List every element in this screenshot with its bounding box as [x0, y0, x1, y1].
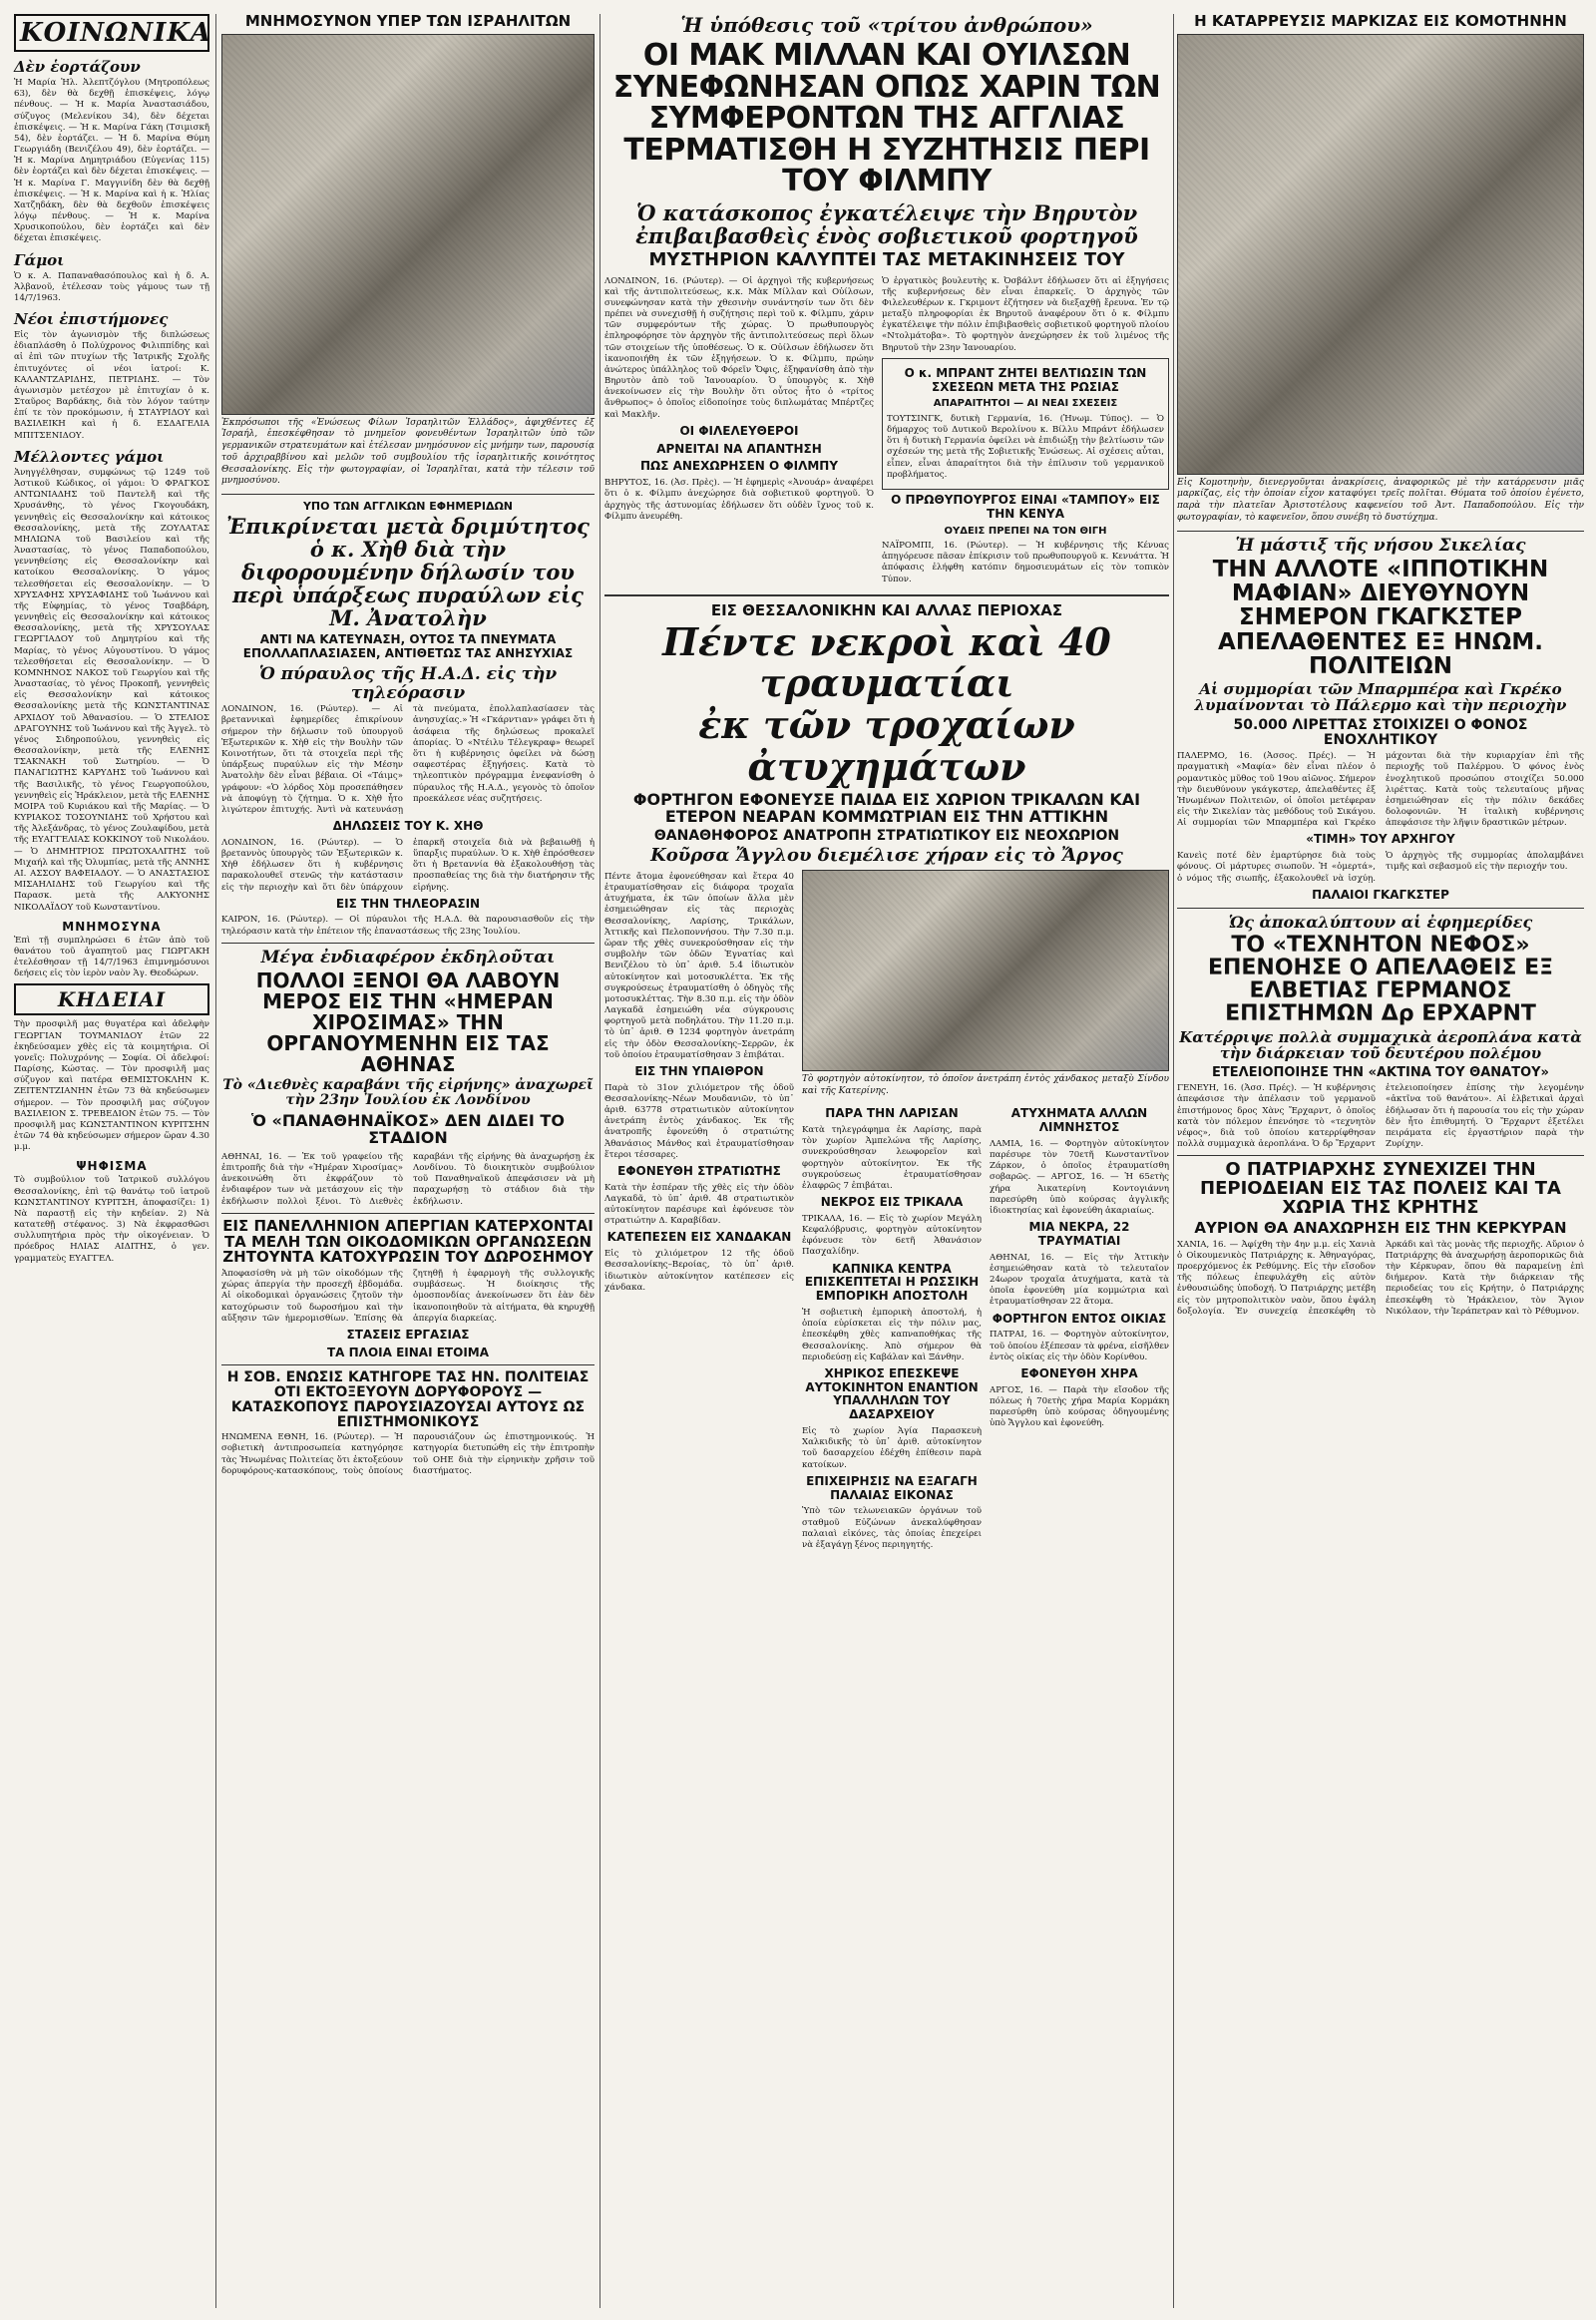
- column-two: [221, 14, 595, 1481]
- article-text: ΤΟΥΤΣΙΝΓΚ, δυτικὴ Γερμανία, 16. (Ἡνωμ. Τύπος). — Ὁ δήμαρχος τοῦ Δυτικοῦ Βερολίνου κ. Βίλλυ Μπράντ ἐδήλωσεν ὅτι ἡ δυτικὴ Γερμανία ὀφείλει νὰ ἐπιδιώξῃ τὴν βελτίωσιν τῶν σχέσεών της μετὰ τῆς Σοβιετικῆς Ἑνώσεως. Αἱ σχέσεις αὗται, εἶπεν, εἶναι ἀπαραίτητοι διὰ τὴν ἐπίλυσιν τοῦ γερμανικοῦ προβλήματος.: [887, 413, 1164, 480]
- photo-caption: Τὸ φορτηγὸν αὐτοκίνητον, τὸ ὁποῖον ἀνετράπη ἐντὸς χάνδακος μεταξὺ Σίνδου καὶ τῆς Κατερίνης.: [802, 1073, 1169, 1096]
- article-text: Εἰς τὸν ἀγωνισμὸν τῆς διπλώσεως ἐδιαπλάσθη ὁ Πολύχρονος Φιλιππίδης καὶ αἱ ἐπὶ τῶν πτυχίων τῆς Ἰατρικῆς Σχολῆς ἐπιτυχόντες οἱ νέοι ἰατροί: Κ. ΚΑΛΑΝΤΖΑΡΙΔΗΣ, ΠΕΤΡΙΔΗΣ. — Τὸν ἀγωνισμὸν μετέσχον μὲ ἐπιτυχίαν ὁ κ. Σταῦρος Βαρδάκης, διὰ τὸν λόγον ταύτην ἐπί τε τὸν προκόμωσιν, ἡ ΣΤΑΥΡΙΔΟΥ καὶ ΒΑΣΙΛΕΙΚΗ καὶ ἡ δ. ΕΣΔΑΓΕΛΙΑ ΜΠΙΤΣΕΝΙΔΟΥ.: [14, 330, 209, 441]
- funerals-title: ΚΗΔΕΙΑΙ: [14, 983, 209, 1015]
- headline: ΤΗΝ ΑΛΛΟΤΕ «ΙΠΠΟΤΙΚΗΝ ΜΑΦΙΑΝ» ΔΙΕΥΘΥΝΟΥΝ ΣΗΜΕΡΟΝ ΓΚΑΓΚΣΤΕΡ ΑΠΕΛΑΘΕΝΤΕΣ ΕΞ ΗΝΩΜ. ΠΟΛΙΤΕΙΩΝ: [1212, 557, 1549, 679]
- article-column: [802, 870, 1169, 1555]
- headline: Ὁ κατάσκοπος ἐγκατέλειψε τὴν Βηρυτὸν ἐπιβαιβασθεὶς ἑνὸς σοβιετικοῦ φορτηγοῦ: [635, 199, 1138, 248]
- kicker: ΕΙΣ ΤΗΝ ΥΠΑΙΘΡΟΝ: [634, 1063, 764, 1078]
- section-heading: Νέοι ἐπιστήμονες: [14, 310, 169, 329]
- truck-photo: [802, 870, 1169, 1071]
- kicker: ΤΑ ΠΛΟΙΑ ΕΙΝΑΙ ΕΤΟΙΜΑ: [326, 1345, 490, 1359]
- article-column: [990, 1103, 1169, 1555]
- kicker: Ἡ μάστιξ τῆς νήσου Σικελίας: [1235, 535, 1526, 556]
- sidebox-subheadline: ΑΠΑΡΑΙΤΗΤΟΙ — ΑΙ ΝΕΑΙ ΣΧΕΣΕΙΣ: [933, 398, 1118, 410]
- komotini-photo: [1177, 34, 1584, 475]
- article-text: ΛΟΝΔΙΝΟΝ, 16. (Ρώυτερ). — Ὁ βρεταννὸς ὑπουργὸς τῶν Ἐξωτερικῶν κ. Χὴθ ἐδήλωσεν ὅτι ἡ κυβέρνησις παρακολουθεῖ στενῶς τὴν κατάστασιν εἰς τὴν περιοχὴν καὶ ὅτι δὲν ὑπάρχουν ἐπαρκῆ στοιχεῖα διὰ νὰ βεβαιωθῇ ἡ ὕπαρξις πυραύλων. Ὁ κ. Χὴθ ἐπρόσθεσεν ὅτι ἡ Βρεταννία θὰ ἐξακολουθήσῃ τὰς προσπαθείας της διὰ τὴν διατήρησιν τῆς εἰρήνης.: [221, 837, 595, 893]
- divider: [221, 943, 595, 944]
- divider: [221, 494, 595, 495]
- kicker: Μέγα ἐνδιαφέρον ἐκδηλοῦται: [260, 947, 556, 967]
- headline: ΧΗΡΙΚΟΣ ΕΠΕΣΚΕΨΕ ΑΥΤΟΚΙΝΗΤΟΝ ΕΝΑΝΤΙΟΝ ΥΠΑΛΛΗΛΩΝ ΤΟΥ ΔΑΣΑΡΧΕΙΟΥ: [805, 1365, 979, 1422]
- article-column: [604, 870, 794, 1555]
- article-text: Ὁ κ. Α. Παπαναθασόπουλος καὶ ἡ δ. Α. Ἀλβανοῦ, ἐτέλεσαν τοὺς γάμους των τῇ 14/7/1963.: [14, 270, 209, 303]
- article-text: ΒΗΡΥΤΟΣ, 16. (Ἀσ. Πρὲς). — Ἡ ἐφημερὶς «Ἀνουάρ» ἀναφέρει ὅτι ὁ κ. Φίλμπυ ἀνεχώρησε διὰ σοβιετικοῦ φορτηγοῦ. Ὁ ἀρχηγὸς τῆς ἀστυνομίας ἐδήλωσεν ὅτι οὐδὲν ἴχνος τοῦ κ. Φίλμπυ ἀνευρέθη.: [604, 478, 874, 522]
- article-text: Εἰς τὸ χιλιόμετρον 12 τῆς ὁδοῦ Θεσσαλονίκης–Βεροίας, τὸ ὑπ᾽ ἀριθ. ἰδιωτικὸν αὐτοκίνητον κατέπεσεν εἰς χάνδακα.: [604, 1249, 794, 1293]
- subheadline: Κοῦρσα Ἄγγλου διεμέλισε χήραν εἰς τὸ Ἄργος: [650, 845, 1123, 867]
- kicker: ΠΩΣ ΑΝΕΧΩΡΗΣΕΝ Ο ΦΙΛΜΠΥ: [639, 459, 839, 474]
- section-heading: ΨΗΦΙΣΜΑ: [76, 1159, 148, 1174]
- article-text: ΑΘΗΝΑΙ, 16. — Ἐκ τοῦ γραφείου τῆς ἐπιτροπῆς διὰ τὴν «Ἡμέραν Χιροσίμας» ἀνεκοινώθη ὅτι ἐκφράζουν τὸ ἐνδιαφέρον των νὰ μετάσχουν εἰς τὴν ἐκδήλωσιν πολλοὶ ξένοι. Τὸ Διεθνὲς καραβάνι τῆς εἰρήνης θὰ ἀναχωρήσῃ ἐκ Λονδίνου. Τὸ διοικητικὸν συμβούλιον τοῦ Παναθηναϊκοῦ ἀπεφάσισεν νὰ μὴ παραχωρήσῃ τὸ στάδιον διὰ τὴν ἐκδήλωσιν.: [221, 1151, 595, 1207]
- article-column: [882, 274, 1169, 589]
- article-text: Κατὰ τηλεγράφημα ἐκ Λαρίσης, παρὰ τὸν χωρίον Ἀμπελώνα τῆς Λαρίσης, συνεκρούσθησαν λεωφορεῖον καὶ φορτηγὸν αὐτοκίνητον. Ἐκ τῆς συγκρούσεως ἐτραυματίσθησαν ἐλαφρῶς 7 ἐπιβάται.: [802, 1125, 982, 1191]
- article-text: Ἡ Μαρία Ἡλ. Ἀλεπτζόγλου (Μητροπόλεως 63), δὲν θὰ δεχθῇ ἐπισκέψεις, λόγῳ πένθους. — Ἡ κ. Μαρία Ἀναστασιάδου, σύζυγος (Μελενίκου 34), δὲν δέχεται ἐπισκέψεις. — Ἡ κ. Μαρίνα Γάκη (Τσιμισκῆ 54), δὲν ἑορτάζει. — Ἡ δ. Μαρίνα Θύμη Γεωργιάδη (Βενιζέλου 49), δὲν ἑορτάζει. — Ἡ κ. Μαρίνα Δημητριάδου (Εὐγενίας 115) δὲν ἑορτάζει καὶ δὲν δέχεται ἐπισκέψεις. — Ἡ κ. Μαρίνα Γ. Μαγγινίδη δὲν θὰ δεχθῇ ἐπισκέψεις. — Ἡ κ. Μαρίνα καὶ ἡ κ. Ἠλίας Χατζηδάκη, δὲν θὰ δεχθοῦν ἐπισκέψεις λόγῳ πένθους. — Ἡ κ. Μαρίνα Χρυσικοπούλου, δὲν ἑορτάζει καὶ δὲν δέχεται ἐπισκέψεις.: [14, 78, 209, 244]
- kicker: ΔΗΛΩΣΕΙΣ ΤΟΥ Κ. ΧΗΘ: [332, 819, 484, 834]
- article-text: Ἀνηγγέλθησαν, συμφώνως τῷ 1249 τοῦ Ἀστικοῦ Κώδικος, οἱ γάμοι: Ὁ ΦΡΑΓΚΟΣ ΑΝΤΩΝΙΑΔΗΣ τοῦ Παντελῆ καὶ τῆς Χρυσάνθης, τὸ γένος Γκογουδάκη, γεννηθεὶς εἰς Θεσσαλονίκην καὶ κάτοικος Θεσσαλονίκης, μετὰ τῆς ΖΟΥΛΑΤΑΣ ΜΗΛΙΩΝΑ τοῦ Βασιλείου καὶ τῆς Ἀναστασίας, τὸ γένος Παπαδοπούλου, γεννηθείσης εἰς Θεσσαλονίκην καὶ κατοίκου Θεσσαλονίκης. Ὁ γάμος τελεσθήσεται εἰς Θεσσαλονίκην. — Ὁ ΧΡΥΣΑΦΗΣ ΧΡΥΣΑΦΙΔΗΣ τοῦ Ἰωάννου καὶ τῆς Εὐφημίας, τὸ γένος Τσαβδάρη, γεννηθεὶς εἰς Θεσσαλονίκην καὶ κάτοικος Θεσσαλονίκης, μετὰ τῆς ΧΡΥΣΟΥΛΑΣ ΓΕΩΡΓΙΑΔΟΥ τοῦ Δημητρίου καὶ τῆς Μαρίας, τὸ γένος Αὐγουστίνου. Ὁ γάμος τελεσθήσεται εἰς Θεσσαλονίκην. — Ὁ ΚΟΜΝΗΝΟΣ ΝΑΚΟΣ τοῦ Γεωργίου καὶ τῆς Ἀναστασίας, τὸ γένος Προκοπῆ, γεννηθεὶς εἰς Θεσσαλονίκην καὶ κάτοικος Θεσσαλονίκης μετὰ τῆς ΚΩΝΣΤΑΝΤΙΝΑΣ ΑΡΧΙΔΟΥ τοῦ Ἀθανασίου. — Ὁ ΣΤΕΛΙΟΣ ΔΡΑΓΟΥΝΗΣ τοῦ Ἰωάννου καὶ τῆς Ἀγγελ. τὸ γένος Σιδηροπούλου, γεννηθεὶς εἰς Θεσσαλονίκην, μετὰ τῆς ΕΛΕΝΗΣ ΤΣΑΚΝΑΚΗ τοῦ Σωτηρίου. — Ὁ ΠΑΝΑΓΙΩΤΗΣ ΚΑΡΥΔΗΣ τοῦ Ἰωάννου καὶ τῆς Βασιλικῆς, τὸ γένος Γεωργοπούλου, γεννηθεὶς εἰς Ἠράκλειον, μετὰ τῆς ΕΛΕΝΗΣ ΜΟΙΡΑ τοῦ Κυριάκου καὶ τῆς Μαρίας. — Ὁ ΚΥΡΙΑΚΟΣ ΤΟΣΟΥΝΙΔΗΣ τοῦ Χρήστου καὶ τῆς Ἀλεξάνδρας, τὸ γένος Ζουλαφίδου, μετὰ τῆς ΕΥΑΓΓΕΛΙΑΣ ΚΟΚΚΙΝΟΥ τοῦ Νικολάου. — Ὁ ΔΗΜΗΤΡΙΟΣ ΠΡΩΤΟΧΑΛΙΤΗΣ τοῦ Μιχαήλ καὶ τῆς Ὀλυμπίας, μετὰ τῆς ΑΝΝΗΣ ΑΙ. ΑΣΣΟΥ ΒΑΦΕΙΑΔΟΥ. — Ὁ ΑΝΑΣΤΑΣΙΟΣ ΜΙΣΑΗΛΙΔΗΣ τοῦ Γεωργίου καὶ τῆς Παρασκ. μετὰ τῆς ΑΛΚΥΟΝΗΣ ΝΙΚΟΛΑΪΔΟΥ τοῦ Κωνσταντίνου.: [14, 467, 209, 913]
- subheadline: Κατέρριψε πολλὰ συμμαχικὰ ἀεροπλάνα κατὰ τὴν διάρκειαν τοῦ δευτέρου πολέμου: [1179, 1027, 1582, 1063]
- subheadline: 50.000 ΛΙΡΕΤΤΑΣ ΣΤΟΙΧΙΖΕΙ Ο ΦΟΝΟΣ ΕΝΟΧΛΗΤΙΚΟΥ: [1233, 716, 1528, 748]
- headline: ΚΑΠΝΙΚΑ ΚΕΝΤΡΑ ΕΠΙΣΚΕΠΤΕΤΑΙ Η ΡΩΣΣΙΚΗ ΕΜΠΟΡΙΚΗ ΑΠΟΣΤΟΛΗ: [804, 1261, 980, 1304]
- headline: Ο ΠΡΩΘΥΠΟΥΡΓΟΣ ΕΙΝΑΙ «ΤΑΜΠΟΥ» ΕΙΣ ΤΗΝ ΚΕΝΥΑ: [891, 492, 1160, 521]
- article-text: ΛΟΝΔΙΝΟΝ, 16. (Ρώυτερ). — Αἱ βρεταννικαὶ ἐφημερίδες ἐπικρίνουν σήμερον τὴν δήλωσιν τοῦ ὑπουργοῦ Ἐξωτερικῶν κ. Χὴθ εἰς τὴν Βουλὴν τῶν Κοινοτήτων, ὅτι τὰ στοιχεῖα περὶ τῆς ὑπάρξεως πυραύλων εἰς τὴν Μέσην Ἀνατολὴν δὲν εἶναι βέβαια. Οἱ «Τάιμς» γράφουν: «Ὁ λόρδος Χὸμ προσεπάθησεν νὰ ἀποφύγῃ τὸ ζήτημα. Ὁ κ. Χὴθ ἦτο λιγώτερον ἐπιτυχής. Ἀντὶ νὰ κατευνάσῃ τὰ πνεύματα, ἐπολλαπλασίασεν τὰς ἀνησυχίας.» Ἡ «Γκάρντιαν» γράφει ὅτι ἡ ἀσάφεια τῆς δηλώσεως προκαλεῖ ἀπορίας. Ὁ «Ντέιλυ Τέλεγκραφ» θεωρεῖ ὅτι ἡ κυβέρνησις ὀφείλει νὰ δώσῃ σαφεστέρας ἐξηγήσεις. Κατὰ τὸ τηλεοπτικὸν πρόγραμμα ἐνεφανίσθη ὁ πύραυλος τῆς Η.Α.Δ., γεγονὸς τὸ ὁποῖον προεκάλεσε νέας συζητήσεις.: [221, 704, 595, 815]
- social-title: ΚΟΙΝΩΝΙΚΑ: [14, 14, 209, 52]
- article-block: [604, 274, 1169, 589]
- article-text: Ἡ σοβιετικὴ ἐμπορικὴ ἀποστολή, ἡ ὁποία εὑρίσκεται εἰς τὴν πόλιν μας, ἐπεσκέφθη χθὲς καπναποθήκας τῆς Θεσσαλονίκης. Ἀπὸ σήμερον θὰ περιοδεύσῃ εἰς Καβάλαν καὶ Ξάνθην.: [802, 1308, 982, 1362]
- subheadline: ΟΥΔΕΙΣ ΠΡΕΠΕΙ ΝΑ ΤΟΝ ΘΙΓΗ: [944, 525, 1107, 537]
- article-text: Κανεὶς ποτέ δὲν ἐμαρτύρησε διὰ τοὺς φόνους. Οἱ μάρτυρες σιωποῦν. Ἡ «ὀμερτά», ὁ νόμος τῆς σιωπῆς, ἐξακολουθεῖ νὰ ἰσχύῃ. Ὁ ἀρχηγὸς τῆς συμμορίας ἀπολαμβάνει τιμῆς καὶ σεβασμοῦ εἰς τὴν περιοχήν του.: [1177, 851, 1584, 884]
- divider: [221, 1213, 595, 1214]
- sidebox-headline: Ο κ. ΜΠΡΑΝΤ ΖΗΤΕΙ ΒΕΛΤΙΩΣΙΝ ΤΩΝ ΣΧΕΣΕΩΝ ΜΕΤΑ ΤΗΣ ΡΩΣΙΑΣ: [904, 365, 1147, 394]
- social-column: [14, 14, 212, 1269]
- article-text: ΠΑΛΕΡΜΟ, 16. (Ἀσσος. Πρές). — Ἡ πραγματικὴ «Μαφία» δὲν εἶναι πλέον ὁ ρομαντικὸς μῦθος τοῦ 19ου αἰῶνος. Σήμερον τὴν διευθύνουν γκάγκστερ, ἀπελαθέντες ἐξ Ἡνωμένων Πολιτειῶν, οἱ ὁποῖοι μετέφεραν εἰς τὴν Σικελίαν τὰς μεθόδους τοῦ Σικάγου. Αἱ συμμορίαι τῶν Μπαρμπέρα καὶ Γκρέκο μάχονται διὰ τὴν κυριαρχίαν ἐπὶ τῆς περιοχῆς τοῦ Παλέρμου. Ὁ φόνος ἑνὸς ἐνοχλητικοῦ προσώπου στοιχίζει 50.000 λιρέττας. Κατὰ τοὺς τελευταίους μῆνας ἐσημειώθησαν εἰς τὴν πόλιν δεκάδες δολοφονιῶν. Ἡ ἰταλικὴ κυβέρνησις ἀπεφάσισε τὴν λῆψιν δραστικῶν μέτρων.: [1177, 751, 1584, 829]
- banner-kicker: ΕΙΣ ΘΕΣΣΑΛΟΝΙΚΗΝ ΚΑΙ ΑΛΛΑΣ ΠΕΡΙΟΧΑΣ: [710, 600, 1063, 619]
- column-divider: [599, 14, 600, 2308]
- kicker: ΕΙΣ ΤΗΝ ΤΗΛΕΟΡΑΣΙΝ: [335, 896, 481, 911]
- headline: Η ΚΑΤΑΡΡΕΥΣΙΣ ΜΑΡΚΙΖΑΣ ΕΙΣ ΚΟΜΟΤΗΝΗΝ: [1194, 12, 1567, 30]
- banner-headline: ἐκ τῶν τροχαίων ἀτυχημάτων: [698, 702, 1075, 790]
- article-text: Κατὰ τὴν ἐσπέραν τῆς χθὲς εἰς τὴν ὁδὸν Λαγκαδᾶ, τὸ ὑπ᾽ ἀριθ. 48 στρατιωτικὸν αὐτοκίνητον παρέσυρε καὶ ἐφόνευσε τὸν στρατιώτην Δ. Καραβίδαν.: [604, 1182, 794, 1227]
- kicker: Ὡς ἀποκαλύπτουν αἱ ἐφημερίδες: [1228, 912, 1533, 932]
- section-heading: Μέλλοντες γάμοι: [14, 447, 165, 466]
- article-text: ΧΑΝΙΑ, 16. — Ἀφίχθη τὴν 4ην μ.μ. εἰς Χανιὰ ὁ Οἰκουμενικὸς Πατριάρχης κ. Ἀθηναγόρας, προερχόμενος ἐκ Ρεθύμνης. Εἰς τὴν εἴσοδον τῆς πόλεως ἐπεφυλάχθη εἰς αὐτὸν ἐνθουσιώδης ὑποδοχή. Ὁ Πατριάρχης μετέβη εἰς τὸν μητροπολιτικὸν ναὸν, ὅπου ἐψάλη δοξολογία. Ἐν συνεχείᾳ ἐπεσκέφθη τὸ Ἀρκάδι καὶ τὰς μονὰς τῆς περιοχῆς. Αὔριον ὁ Πατριάρχης θὰ ἀναχωρήσῃ ἀεροπορικῶς διὰ τὴν Κέρκυραν, ὅπου θὰ παραμείνῃ ἐπὶ διήμερον. Κατὰ τὴν διάρκειαν τῆς περιοδείας του εἰς Κρήτην, ὁ Πατριάρχης ἐπεσκέφθη τὸ Ἡράκλειον, τὸν Ἅγιον Νικόλαον, τὴν Ἱεράπετραν καὶ τὸ Ρέθυμνον.: [1177, 1239, 1584, 1317]
- divider: [1177, 531, 1584, 532]
- article-text: ΚΑΙΡΟΝ, 16. (Ρώυτερ). — Οἱ πύραυλοι τῆς Η.Α.Δ. θὰ παρουσιασθοῦν εἰς τὴν τηλεόρασιν κατὰ τὴν ἐπέτειον τῆς ἐπαναστάσεως τῆς 23ης Ἰουλίου.: [221, 915, 595, 937]
- divider: [1177, 1155, 1584, 1156]
- article-text: Ὁ ἐργατικὸς βουλευτὴς κ. Ὀσβάλντ ἐδήλωσεν ὅτι αἱ ἐξηγήσεις τῆς κυβερνήσεως δὲν εἶναι ἐπαρκεῖς. Ὁ ἀρχηγὸς τῶν Φιλελευθέρων κ. Γκριμοντ ἐζήτησεν νὰ διεξαχθῇ ἔρευνα. Ἐν τῷ μεταξὺ πληροφορίαι ἐκ Βηρυτοῦ ἀναφέρουν ὅτι ὁ κ. Φίλμπυ ἐγκατέλειψε τὴν πόλιν ἐπιβιβασθεὶς σοβιετικοῦ φορτηγοῦ πλοίου «Ντολμάτοβα». Τὸ φορτηγὸν ἀνεχώρησεν ἐκ τοῦ λιμένος τῆς Βηρυτοῦ τὴν 23ην Ἰανουαρίου.: [882, 275, 1169, 353]
- headline: Ἐπικρίνεται μετὰ δριμύτητος ὁ κ. Χὴθ διὰ τὴν διφορουμένην δήλωσίν του περὶ ὑπάρξεως πυραύλων εἰς Μ. Ἀνατολὴν: [226, 513, 590, 631]
- divider: [604, 594, 1169, 596]
- kicker: ΜΙΑ ΝΕΚΡΑ, 22 ΤΡΑΥΜΑΤΙΑΙ: [1028, 1220, 1130, 1248]
- section-heading: Γάμοι: [14, 250, 65, 269]
- article-column: [604, 274, 874, 589]
- kicker: ΕΦΟΝΕΥΘΗ ΣΤΡΑΤΙΩΤΗΣ: [617, 1163, 781, 1178]
- headline: ΜΝΗΜΟΣΥΝΟΝ ΥΠΕΡ ΤΩΝ ΙΣΡΑΗΛΙΤΩΝ: [244, 12, 572, 30]
- kicker: ΦΟΡΤΗΓΟΝ ΕΝΤΟΣ ΟΙΚΙΑΣ: [992, 1311, 1167, 1326]
- article-text: ΛΟΝΔΙΝΟΝ, 16. (Ρώυτερ). — Οἱ ἀρχηγοὶ τῆς κυβερνήσεως καὶ τῆς ἀντιπολιτεύσεως, κ.κ. Μὰκ Μίλλαν καὶ Οὐίλσων, συνεφώνησαν κατὰ τὴν χθεσινὴν συνάντησίν των ὅτι δὲν πρέπει νὰ συνεχισθῇ ἡ συζήτησις περὶ τοῦ κ. Φίλμπυ, χάριν τῶν συμφερόντων τῆς χώρας. Ὁ πρωθυπουργὸς ἐπληροφόρησε τὸν ἀρχηγὸν τῆς ἀντιπολιτεύσεως περὶ ὅλων τῶν στοιχείων τῆς ὑποθέσεως. Ὁ κ. Οὐίλσων ἐδήλωσεν ὅτι ἱκανοποιήθη ἐκ τῶν ἐξηγήσεων. Ὁ κ. Φίλμπυ, πρώην ἀνώτερος ὑπάλληλος τοῦ Φόρεϊν Ὄφις, ἐξηφανίσθη ἀπὸ τὴν Βηρυτὸν ἀπὸ τοῦ Ἰανουαρίου. Ὁ ὑπουργὸς κ. Χὴθ ἀνεκοίνωσεν εἰς τὴν Βουλὴν ὅτι οὗτος ἦτο ὁ «τρίτος ἄνθρωπος» ὁ ὁποῖος εἰδοποίησε τοὺς διπλωμάτας Μπέρτζες καὶ Μακλῆν.: [604, 275, 874, 420]
- subheadline: Τὸ «Διεθνὲς καραβάνι τῆς εἰρήνης» ἀναχωρεῖ τὴν 23ην Ἰουλίου ἐκ Λονδίνου: [222, 1076, 594, 1108]
- kicker: ΣΤΑΣΕΙΣ ΕΡΓΑΣΙΑΣ: [346, 1327, 470, 1342]
- headline: Ὁ πύραυλος τῆς Η.Α.Δ. εἰς τὴν τηλεόρασιν: [258, 663, 558, 703]
- article-text: ΤΡΙΚΑΛΑ, 16. — Εἰς τὸ χωρίον Μεγάλη Κεφαλόβρυσις, φορτηγὸν αὐτοκίνητον ἐφόνευσε τὸν 6ετῆ Ἀθανάσιον Πασχαλίδην.: [802, 1213, 982, 1258]
- article-text: Ἐπὶ τῇ συμπληρώσει 6 ἐτῶν ἀπὸ τοῦ θανάτου τοῦ ἀγαπητοῦ μας ΓΙΩΡΓΑΚΗ ἐτελέσθησαν τῇ 14/7/1963 ἐπιμνημόσυνοι δεήσεις εἰς τὸν ἱερὸν ναὸν Ἁγ. Θεοδώρων.: [14, 935, 209, 979]
- headline: Ὁ «ΠΑΝΑΘΗΝΑΪΚΟΣ» ΔΕΝ ΔΙΔΕΙ ΤΟ ΣΤΑΔΙΟΝ: [251, 1111, 565, 1148]
- divider: [1177, 908, 1584, 909]
- main-headline: ΟΙ ΜΑΚ ΜΙΛΛΑΝ ΚΑΙ ΟΥΙΛΣΩΝ ΣΥΝΕΦΩΝΗΣΑΝ ΟΠΩΣ ΧΑΡΙΝ ΤΩΝ ΣΥΜΦΕΡΟΝΤΩΝ ΤΗΣ ΑΓΓΛΙΑΣ ΤΕΡΜΑΤΙΣΘΗ Η ΣΥΖΗΤΗΣΙΣ ΠΕΡΙ ΤΟΥ ΦΙΛΜΠΥ: [612, 38, 1161, 198]
- article-column: [802, 1103, 982, 1555]
- photo-caption: Ἐκπρόσωποι τῆς «Ἑνώσεως Φίλων Ἰσραηλιτῶν Ἑλλάδος», ἀφιχθέντες ἐξ Ἰσραήλ, ἐπεσκέφθησαν τὸ μνημεῖον φονευθέντων Ἰσραηλιτῶν ὑπὸ τῶν γερμανικῶν στρατευμάτων καὶ ἐτέλεσαν μνημόσυνον εἰς μνήμην των, παρουσίᾳ τοῦ ἀρχιραββίνου καὶ μελῶν τοῦ συμβουλίου τῆς ἰσραηλιτικῆς κοινότητος Θεσσαλονίκης. Εἰς τὴν φωτογραφίαν, οἱ Ἰσραηλῖται, κατὰ τὴν τέλεσιν τοῦ μνημοσύνου.: [221, 417, 595, 487]
- section-heading: Δὲν ἑορτάζουν: [14, 58, 141, 76]
- divider: [221, 1364, 595, 1365]
- accident-block: [604, 870, 1169, 1555]
- kicker: ΥΠΟ ΤΩΝ ΑΓΓΛΙΚΩΝ ΕΦΗΜΕΡΙΔΩΝ: [302, 499, 514, 513]
- article-text: Ὑπὸ τῶν τελωνειακῶν ὀργάνων τοῦ σταθμοῦ Εὐζώνων ἀνεκαλύφθησαν παλαιαὶ εἰκόνες, τὰς ὁποίας ἐπεχείρει νὰ ἐξαγάγῃ ξένος περιηγητής.: [802, 1506, 982, 1550]
- article-text: ΛΑΜΙΑ, 16. — Φορτηγὸν αὐτοκίνητον παρέσυρε τὸν 70ετῆ Κωνσταντῖνον Ζάρκον, ὁ ὁποῖος ἐτραυματίσθη σοβαρῶς. — ΑΡΓΟΣ, 16. — Ἡ 65ετὴς χήρα Ἀικατερίνη Κοντογιάννη παρεσύρθη ὑπὸ κούρσας ἀγγλικῆς ἰδιοκτησίας καὶ ἐφονεύθη ἀκαριαίως.: [990, 1138, 1169, 1216]
- memorial-photo: [221, 34, 595, 415]
- headline: ΕΙΣ ΠΑΝΕΛΛΗΝΙΟΝ ΑΠΕΡΓΙΑΝ ΚΑΤΕΡΧΟΝΤΑΙ ΤΑ ΜΕΛΗ ΤΩΝ ΟΙΚΟΔΟΜΙΚΩΝ ΟΡΓΑΝΩΣΕΩΝ ΖΗΤΟΥΝΤΑ ΚΑΤΟΧΥΡΩΣΙΝ ΤΟΥ ΔΩΡΟΣΗΜΟΥ: [222, 1216, 594, 1267]
- article-text: ΓΕΝΕΥΗ, 16. (Ἀσσ. Πρές). — Ἡ κυβέρνησις ἀπεφάσισε τὴν ἀπέλασιν τοῦ γερμανοῦ ἐπιστήμονος δρος Χὰνς Ἔρχαρντ, ὁ ὁποῖος κατὰ τὸν πόλεμον ἐπενόησε τὸ «τεχνητὸν νέφος», διὰ τοῦ ὁποίου κατερρίφθησαν πολλὰ συμμαχικὰ ἀεροπλάνα. Ὁ δρ Ἔρχαρντ ἐτελειοποίησεν ἐπίσης τὴν λεγομένην «ἀκτῖνα τοῦ θανάτου». Αἱ ἑλβετικαὶ ἀρχαὶ ἐδήλωσαν ὅτι ἡ παρουσία του εἰς τὴν χώραν δὲν ἦτο ἐπιθυμητή. Ὁ Ἔρχαρντ ἐξετέλει πειράματα εἰς ἐργαστήριον παρὰ τὴν Ζυρίχην.: [1177, 1083, 1584, 1150]
- subheadline: ΑΥΡΙΟΝ ΘΑ ΑΝΑΧΩΡΗΣΗ ΕΙΣ ΤΗΝ ΚΕΡΚΥΡΑΝ: [1194, 1218, 1567, 1237]
- kicker: ΕΦΟΝΕΥΘΗ ΧΗΡΑ: [1020, 1365, 1138, 1380]
- sidebox: [882, 358, 1169, 490]
- kicker: ΝΕΚΡΟΣ ΕΙΣ ΤΡΙΚΑΛΑ: [820, 1195, 964, 1210]
- column-three: [604, 14, 1169, 1555]
- kicker: ΟΙ ΦΙΛΕΛΕΥΘΕΡΟΙ: [679, 423, 799, 438]
- article-text: Εἰς τὸ χωρίον Ἀγία Παρασκευὴ Χαλκιδικῆς τὸ ὑπ᾽ ἀριθ. αὐτοκίνητον τοῦ δασαρχείου ἐδέχθη ἐπίθεσιν παρὰ κατοίκων.: [802, 1426, 982, 1470]
- column-divider: [1173, 14, 1174, 2308]
- kicker: ΑΡΝΕΙΤΑΙ ΝΑ ΑΠΑΝΤΗΣΗ: [656, 441, 822, 456]
- article-text: ΑΘΗΝΑΙ, 16. — Εἰς τὴν Ἀττικὴν ἐσημειώθησαν κατὰ τὸ τελευταῖον 24ωρον τροχαῖα ἀτυχήματα, κατὰ τὰ ὁποῖα ἐφονεύθη μία κομμώτρια καὶ ἐτραυματίσθησαν 22 ἄτομα.: [990, 1252, 1169, 1308]
- subheadline: ΦΟΡΤΗΓΟΝ ΕΦΟΝΕΥΣΕ ΠΑΙΔΑ ΕΙΣ ΧΩΡΙΟΝ ΤΡΙΚΑΛΩΝ ΚΑΙ ΕΤΕΡΟΝ ΝΕΑΡΑΝ ΚΟΜΜΩΤΡΙΑΝ ΕΙΣ ΤΗΝ ΑΤΤΙΚΗΝ: [632, 789, 1141, 826]
- photo-caption: Εἰς Κομοτηνὴν, διενεργοῦνται ἀνακρίσεις, ἀναφορικῶς μὲ τὴν κατάρρευσιν μιᾶς μαρκίζας, εἰς τὴν ὁποίαν εἶχον καταφύγει τρεῖς πολῖται. Θύματα τοῦ ὁποίου ἐγένετο, παρὰ τὴν πλατεῖαν Ἀριστοτέλους καφενείου τοῦ Ἀντ. Παπαδοπούλου. Εἰς τὴν φωτογραφίαν, τὸ καφενεῖον, ὅπου συνέβη τὸ δυστύχημα.: [1177, 477, 1584, 523]
- subheadline: ΕΤΕΛΕΙΟΠΟΙΗΣΕ ΤΗΝ «ΑΚΤΙΝΑ ΤΟΥ ΘΑΝΑΤΟΥ»: [1212, 1064, 1549, 1080]
- kicker: ΚΑΤΕΠΕΣΕΝ ΕΙΣ ΧΑΝΔΑΚΑΝ: [606, 1230, 792, 1245]
- headline: ΜΥΣΤΗΡΙΟΝ ΚΑΛΥΠΤΕΙ ΤΑΣ ΜΕΤΑΚΙΝΗΣΕΙΣ ΤΟΥ: [648, 248, 1125, 270]
- article-subblock: [802, 1103, 1169, 1555]
- article-text: Τὸ συμβούλιον τοῦ Ἰατρικοῦ συλλόγου Θεσσαλονίκης, ἐπὶ τῷ θανάτῳ τοῦ ἰατροῦ ΚΩΝΣΤΑΝΤΙΝΟΥ ΚΥΡΙΤΣΗ, ἀποφασίζει: 1) Νὰ παραστῇ εἰς τὴν κηδείαν. 2) Νὰ κατατεθῇ στέφανος. 3) Νὰ ἐκφρασθῶσι συλλυπητήρια πρὸς τὴν οἰκογένειαν. Ὁ πρόεδρος ΗΛΙΑΣ ΑΙΔΙΤΗΣ, ὁ γεν. γραμματεὺς ΕΥΑΓΓΕΛ.: [14, 1175, 209, 1264]
- subheadline: ΘΑΝΑΘΗΦΟΡΟΣ ΑΝΑΤΡΟΠΗ ΣΤΡΑΤΙΩΤΙΚΟΥ ΕΙΣ ΝΕΟΧΩΡΙΟΝ: [653, 828, 1120, 845]
- column-four: [1177, 14, 1584, 1322]
- subheadline: ΑΝΤΙ ΝΑ ΚΑΤΕΥΝΑΣΗ, ΟΥΤΟΣ ΤΑ ΠΝΕΥΜΑΤΑ ΕΠΟΛΛΑΠΛΑΣΙΑΣΕΝ, ΑΝΤΙΘΕΤΩΣ ΤΑΣ ΑΝΗΣΥΧΙΑΣ: [242, 632, 574, 661]
- article-text: ΗΝΩΜΕΝΑ ΕΘΝΗ, 16. (Ρώυτερ). — Ἡ σοβιετικὴ ἀντιπροσωπεία κατηγόρησε τὰς Ἡνωμένας Πολιτείας ὅτι ἐκτοξεύουν δορυφόρους-κατασκόπους, τοὺς ὁποίους παρουσιάζουν ὡς ἐπιστημονικούς. Ἡ κατηγορία διετυπώθη εἰς τὴν ἐπιτροπὴν τοῦ ΟΗΕ διὰ τὴν εἰρηνικὴν χρῆσιν τοῦ διαστήματος.: [221, 1432, 595, 1476]
- section-heading: ΜΝΗΜΟΣΥΝΑ: [62, 919, 162, 934]
- headline: ΤΟ «ΤΕΧΝΗΤΟΝ ΝΕΦΟΣ» ΕΠΕΝΟΗΣΕ Ο ΑΠΕΛΑΘΕΙΣ ΕΞ ΕΛΒΕΤΙΑΣ ΓΕΡΜΑΝΟΣ ΕΠΙΣΤΗΜΩΝ Δρ ΕΡΧΑΡΝΤ: [1207, 933, 1554, 1027]
- article-text: ΠΑΤΡΑΙ, 16. — Φορτηγὸν αὐτοκίνητον, τοῦ ὁποίου ἐξέπεσαν τὰ φρένα, εἰσῆλθεν ἐντὸς οἰκίας εἰς τὴν ὁδὸν Κορίνθου.: [990, 1330, 1169, 1362]
- kicker: Ἡ ὑπόθεσις τοῦ «τρίτου ἀνθρώπου»: [680, 13, 1093, 37]
- headline: Η ΣΟΒ. ΕΝΩΣΙΣ ΚΑΤΗΓΟΡΕ ΤΑΣ ΗΝ. ΠΟΛΙΤΕΙΑΣ ΟΤΙ ΕΚΤΟΞΕΥΟΥΝ ΔΟΡΥΦΟΡΟΥΣ — ΚΑΤΑΣΚΟΠΟΥΣ ΠΑΡΟΥΣΙΑΖΟΥΣΑΙ ΑΥΤΟΥΣ ΩΣ ΕΠΙΣΤΗΜΟΝΙΚΟΥΣ: [226, 1369, 590, 1430]
- article-text: Πέντε ἄτομα ἐφονεύθησαν καὶ ἕτερα 40 ἐτραυματίσθησαν εἰς διάφορα τροχαῖα ἀτυχήματα, ἐκ τῶν ὁποίων ἄλλα μὲν ἐσημειώθησαν εἰς τὰς περιοχὰς Θεσσαλονίκης, Λαρίσης, Τρικάλων, Ἀττικῆς καὶ Πελοποννήσου. Τὴν 7.30 π.μ. ὥραν τῆς χθὲς συνεκρούσθησαν εἰς τὴν συμβολὴν τῶν ὁδῶν Ἐγνατίας καὶ Βενιζέλου τὸ ὑπ᾽ ἀριθ. 5.4 ἰδιωτικὸν αὐτοκίνητον καὶ μοτοσυκλέττα. Ἐκ τῆς συγκρούσεως ἐτραυματίσθη ὁ ὁδηγὸς τῆς μοτοσυκλέττας. Τὴν 8.30 π.μ. εἰς τὴν ὁδὸν Λαγκαδᾶ ἐσημειώθη νέα σύγκρουσις φορτηγοῦ μετὰ ποδηλάτου. Τὴν 11.20 π.μ. τὸ ὑπ᾽ ἀριθ. Θ 1234 φορτηγὸν ἀνετράπη εἰς τὴν ὁδὸν Θεσσαλονίκης–Σερρῶν, ἐκ τοῦ ὁποίου ἐτραυματίσθησαν 3 ἐπιβάται.: [604, 871, 794, 1060]
- kicker: ΠΑΛΑΙΟΙ ΓΚΑΓΚΣΤΕΡ: [1312, 887, 1449, 902]
- subheadline: Αἱ συμμορίαι τῶν Μπαρμπέρα καὶ Γκρέκο λυμαίνονται τὸ Πάλερμο καὶ τὴν περιοχὴν: [1194, 679, 1567, 715]
- kicker: ΠΑΡΑ ΤΗΝ ΛΑΡΙΣΑΝ: [825, 1106, 959, 1121]
- article-text: Ἀποφασίσθη νὰ μὴ τῶν οἰκοδόμων τῆς χώρας ἀπεργία τὴν προσεχῆ ἑβδομάδα. Αἱ οἰκοδομικαὶ ὀργανώσεις ζητοῦν τὴν κατοχύρωσιν τοῦ δωροσήμου καὶ τὴν αὔξησιν τῶν ἡμερομισθίων. Ἐπίσης θὰ ζητηθῇ ἡ ἐφαρμογὴ τῆς συλλογικῆς συμβάσεως. Ἡ διοίκησις τῆς ὁμοσπονδίας ἀνεκοίνωσεν ὅτι ἐὰν δὲν ἱκανοποιηθοῦν τὰ αἰτήματα, θὰ κηρυχθῇ ἀπεργία διαρκείας.: [221, 1269, 595, 1324]
- article-text: ΝΑΪΡΟΜΠΙ, 16. (Ρώυτερ). — Ἡ κυβέρνησις τῆς Κένυας ἀπηγόρευσε πᾶσαν ἐπίκρισιν τοῦ πρωθυπουργοῦ κ. Κενυάττα. Ἡ ἀπόφασις ἐλήφθη κατόπιν δημοσιευμάτων εἰς τὸν τοπικὸν Τύπον.: [882, 541, 1169, 584]
- article-text: Παρὰ τὸ 31ον χιλιόμετρον τῆς ὁδοῦ Θεσσαλονίκης–Νέων Μουδανιῶν, τὸ ὑπ᾽ ἀριθ. 63778 στρατιωτικὸν αὐτοκίνητον ἀνετράπη ἐντὸς χάνδακος. Ἐκ τῆς ἀνατροπῆς ἐφονεύθη ὁ στρατιώτης Ἀθανάσιος Μάνθος καὶ ἐτραυματίσθησαν ἕτεροι τέσσαρες.: [604, 1082, 794, 1160]
- article-text: ΑΡΓΟΣ, 16. — Παρὰ τὴν εἴσοδον τῆς πόλεως ἡ 70ετὴς χήρα Μαρία Κορμάκη παρεσύρθη ὑπὸ κούρσας ὁδηγουμένης ὑπὸ Ἄγγλου καὶ ἐφονεύθη.: [990, 1384, 1169, 1429]
- banner-headline: Πέντε νεκροὶ καὶ 40 τραυματίαι: [662, 618, 1111, 706]
- column-divider: [215, 14, 216, 2308]
- kicker: ΕΠΙΧΕΙΡΗΣΙΣ ΝΑ ΕΞΑΓΑΓΗ ΠΑΛΑΙΑΣ ΕΙΚΟΝΑΣ: [806, 1473, 978, 1502]
- headline: ΠΟΛΛΟΙ ΞΕΝΟΙ ΘΑ ΛΑΒΟΥΝ ΜΕΡΟΣ ΕΙΣ ΤΗΝ «ΗΜΕΡΑΝ ΧΙΡΟΣΙΜΑΣ» ΤΗΝ ΟΡΓΑΝΟΥΜΕΝΗΝ ΕΙΣ ΤΑΣ ΑΘΗΝΑΣ: [255, 967, 561, 1076]
- kicker: «ΤΙΜΗ» ΤΟΥ ΑΡΧΗΓΟΥ: [1306, 832, 1455, 847]
- kicker: ΑΤΥΧΗΜΑΤΑ ΑΛΛΩΝ ΛΙΜΝΗΣΤΟΣ: [1010, 1106, 1148, 1135]
- article-text: Τὴν προσφιλῆ μας θυγατέρα καὶ ἀδελφὴν ΓΕΩΡΓΙΑΝ ΤΟΥΜΑΝΙΔΟΥ ἐτῶν 22 ἐκηδεύσαμεν χθὲς εἰς τὰ κοιμητήρια. Οἱ γονεῖς: Πολυχρόνης — Σοφία. Οἱ ἀδελφοί: Παρίσης, Κώστας. — Τὸν προσφιλῆ μας σύζυγον καὶ πατέρα ΘΕΜΙΣΤΟΚΛΗΝ Κ. ΖΕΙΤΕΝΤΖΙΑΝΗΝ ἐτῶν 73 θὰ κηδεύσωμεν σήμερον. — Τὸν προσφιλῆ μας σύζυγον ΒΑΣΙΛΕΙΟΝ Σ. ΤΡΕΒΕΔΙΟΝ ἐτῶν 75. — Τὸν προσφιλῆ μας ΚΩΝΣΤΑΝΤΙΝΟΝ ΚΥΡΙΤΣΗΝ ἐτῶν 74 θὰ κηδεύσωμεν σήμερον ὥραν 4.30 μ.μ.: [14, 1019, 209, 1153]
- headline: Ο ΠΑΤΡΙΑΡΧΗΣ ΣΥΝΕΧΙΖΕΙ ΤΗΝ ΠΕΡΙΟΔΕΙΑΝ ΕΙΣ ΤΑΣ ΠΟΛΕΙΣ ΚΑΙ ΤΑ ΧΩΡΙΑ ΤΗΣ ΚΡΗΤΗΣ: [1200, 1159, 1561, 1218]
